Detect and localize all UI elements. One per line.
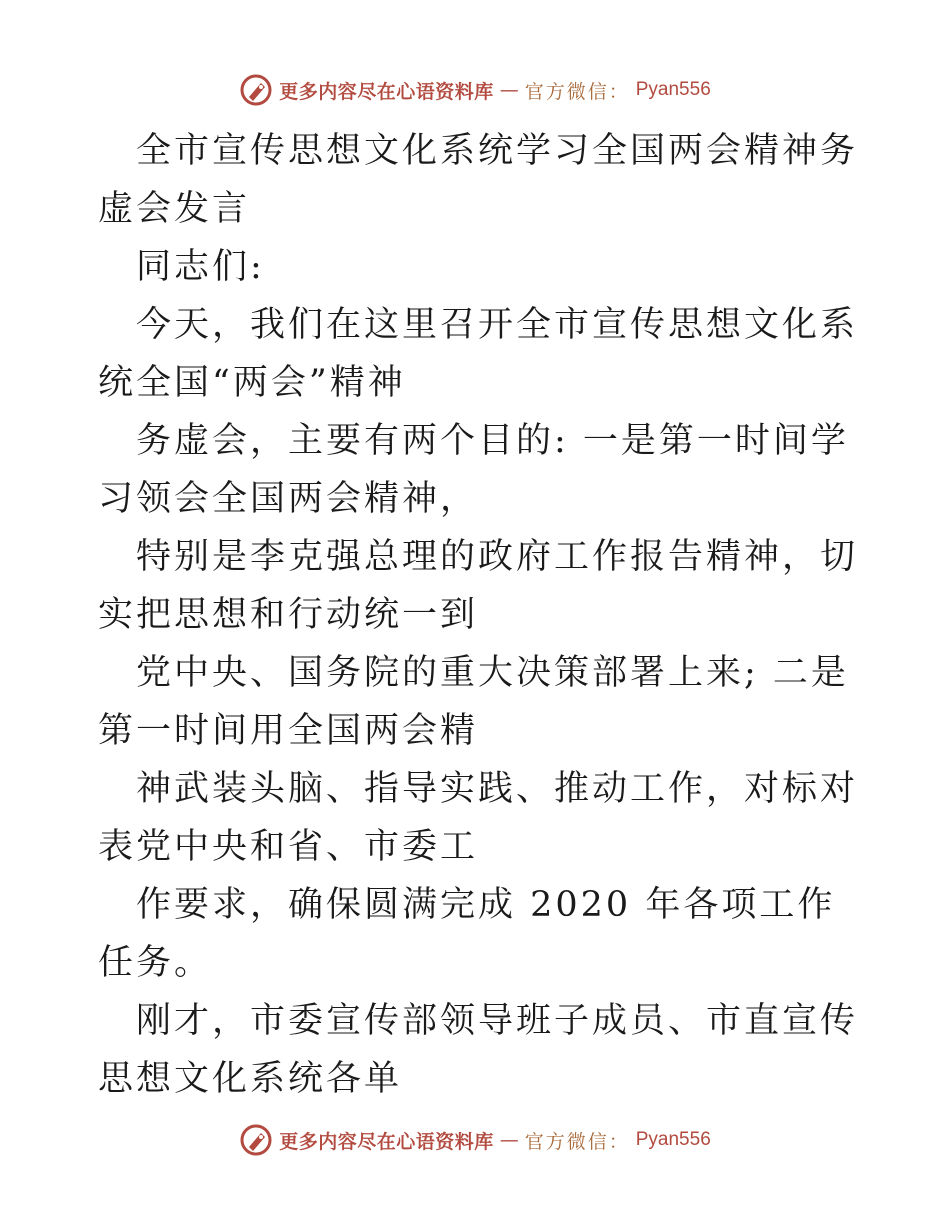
- paragraph: 今天，我们在这里召开全市宣传思想文化系统全国“两会”精神: [98, 305, 859, 403]
- document-title: 全市宣传思想文化系统学习全国两会精神务虚会发言: [98, 131, 859, 229]
- pen-nib-logo-icon: [239, 1123, 273, 1157]
- paragraph: 作要求，确保圆满完成 2020 年各项工作任务。: [98, 885, 836, 983]
- banner-dash: —: [499, 1129, 519, 1151]
- banner-sub-text: 官方微信：: [524, 80, 630, 103]
- paragraph: 务虚会，主要有两个目的: 一是第一时间学习领会全国两会精神，: [98, 421, 849, 519]
- banner-sub-text: 官方微信：: [524, 1130, 630, 1153]
- document-body: [98, 122, 858, 1108]
- paragraph: 党中央、国务院的重大决策部署上来; 二是第一时间用全国两会精: [98, 653, 849, 751]
- footer-banner: [0, 1120, 950, 1160]
- banner-main-text: 更多内容尽在心语资料库: [279, 80, 494, 103]
- paragraph: 刚才，市委宣传部领导班子成员、市直宣传思想文化系统各单: [98, 1001, 859, 1099]
- banner-wechat-id: Pyan556: [635, 79, 711, 100]
- paragraph: 同志们:: [136, 247, 265, 287]
- banner-dash: —: [499, 79, 519, 101]
- pen-nib-logo-icon: [239, 73, 273, 107]
- header-banner: [0, 70, 950, 110]
- banner-wechat-id: Pyan556: [635, 1129, 711, 1150]
- paragraph: 神武装头脑、指导实践、推动工作，对标对表党中央和省、市委工: [98, 769, 859, 867]
- paragraph: 特别是李克强总理的政府工作报告精神，切实把思想和行动统一到: [98, 537, 859, 635]
- banner-main-text: 更多内容尽在心语资料库: [279, 1130, 494, 1153]
